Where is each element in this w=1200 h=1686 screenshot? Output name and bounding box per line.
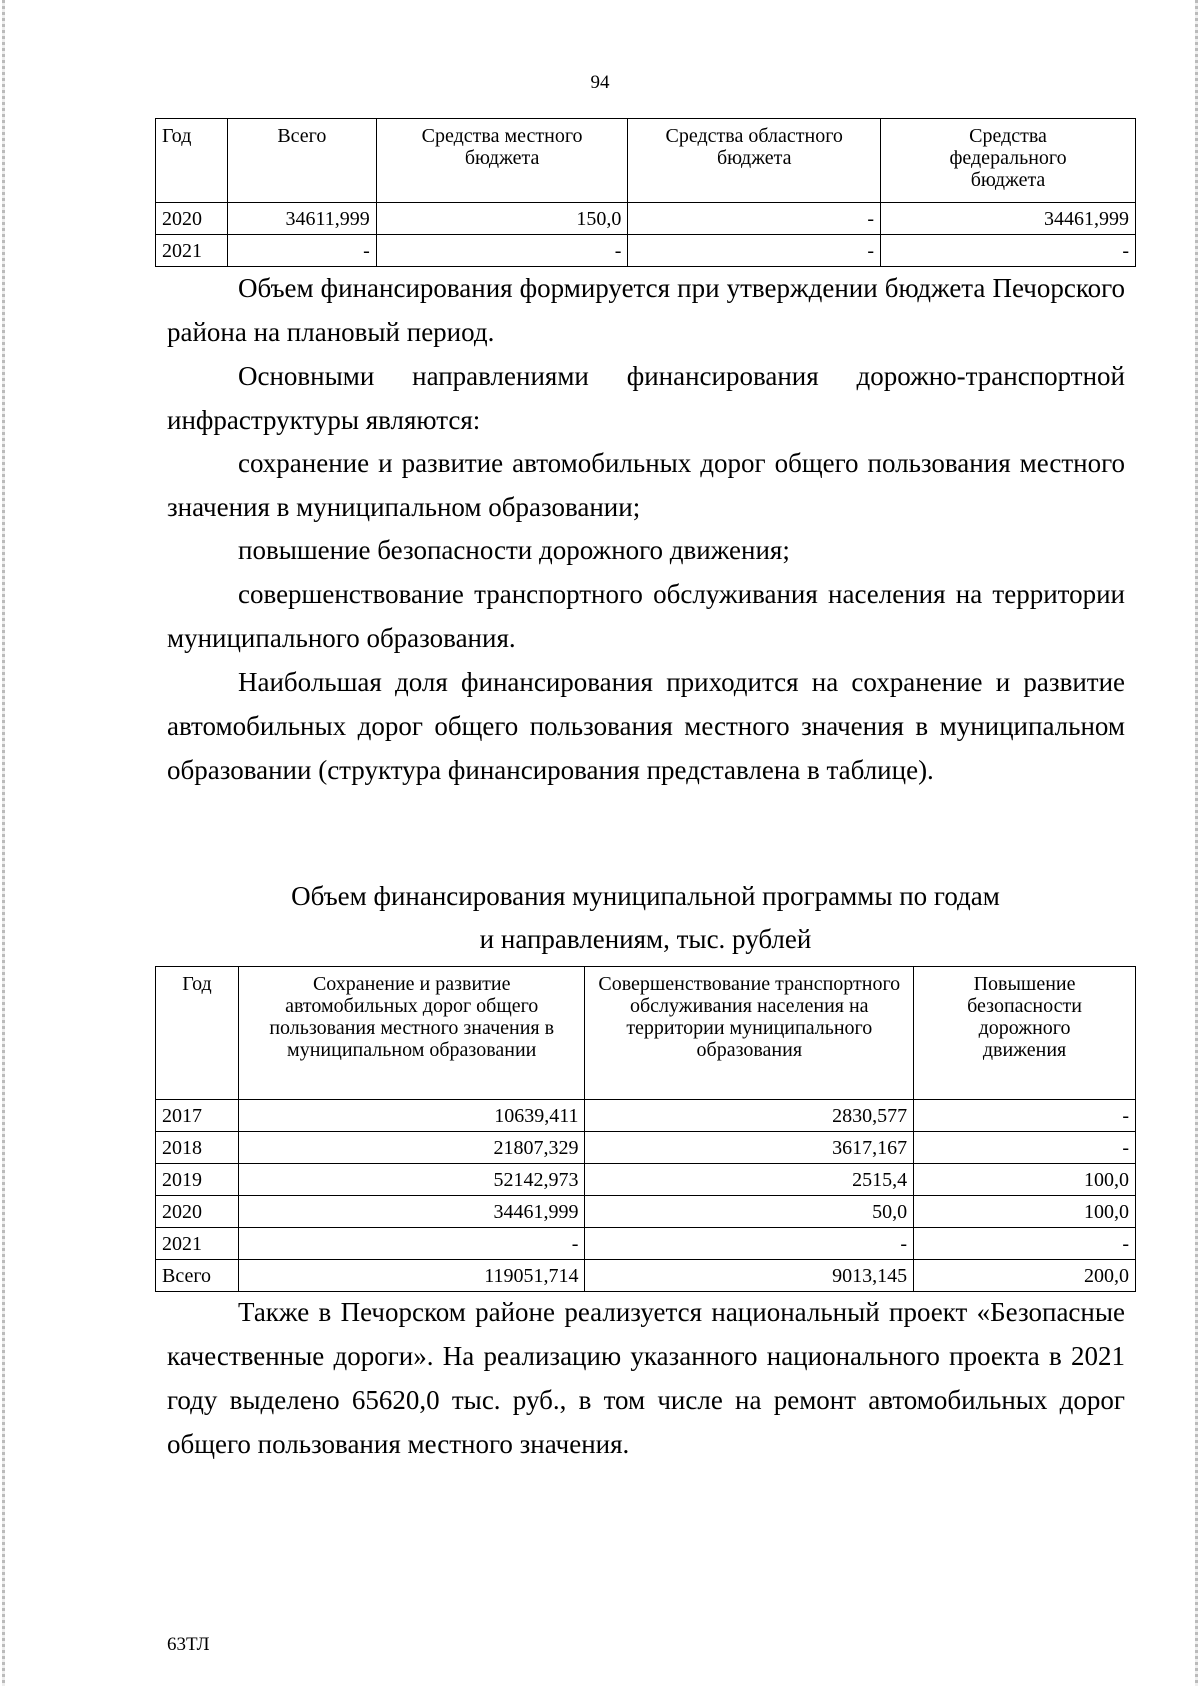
table-row	[156, 1100, 1136, 1132]
header-cell: Сохранение и развитие автомобильных дорог общего пользования местного значения в муниципальном образовании	[238, 967, 585, 1100]
funding-by-direction-table	[155, 966, 1136, 1292]
table-cell: 10639,411	[238, 1100, 585, 1132]
table-row	[156, 1132, 1136, 1164]
header-cell: Совершенствование транспортного обслуживания населения на территории муниципального образования	[585, 967, 914, 1100]
paragraph: сохранение и развитие автомобильных дорог общего пользования местного значения в муниципальном образовании;	[167, 448, 1125, 522]
paragraph: Объем финансирования формируется при утверждении бюджета Печорского района на плановый период.	[167, 273, 1125, 347]
table-cell: -	[238, 1228, 585, 1260]
header-cell: Всего	[227, 119, 376, 203]
year-cell: 2021	[156, 235, 228, 267]
table-cell: 34461,999	[881, 203, 1136, 235]
table-cell: -	[585, 1228, 914, 1260]
header-cell: Год	[156, 967, 239, 1100]
table-cell: 2515,4	[585, 1164, 914, 1196]
year-cell: 2018	[156, 1132, 239, 1164]
scan-edge-left	[2, 0, 5, 1686]
footer-code: 63ТЛ	[167, 1634, 210, 1655]
table-caption-line2: и направлениям, тыс. рублей	[479, 924, 812, 954]
header-cell: Средства областного бюджета	[628, 119, 881, 203]
table-header-row	[156, 967, 1136, 1100]
page-number: 94	[590, 72, 610, 93]
paragraph: повышение безопасности дорожного движения;	[238, 535, 790, 565]
year-cell: 2021	[156, 1228, 239, 1260]
header-cell: Средства федерального бюджета	[881, 119, 1136, 203]
table-cell: -	[914, 1100, 1136, 1132]
header-cell: Средства местного бюджета	[376, 119, 628, 203]
table-row	[156, 235, 1136, 267]
table-cell: 119051,714	[238, 1260, 585, 1292]
paragraph: Основными направлениями финансирования дорожно-транспортной инфраструктуры являются:	[167, 361, 1125, 435]
table-cell: -	[227, 235, 376, 267]
table-row	[156, 1228, 1136, 1260]
funding-sources-table	[155, 118, 1136, 267]
table-cell: 52142,973	[238, 1164, 585, 1196]
table-row	[156, 203, 1136, 235]
year-cell: 2019	[156, 1164, 239, 1196]
table-cell: 150,0	[376, 203, 628, 235]
table-cell: -	[914, 1228, 1136, 1260]
table-cell: 200,0	[914, 1260, 1136, 1292]
table-cell: 50,0	[585, 1196, 914, 1228]
year-cell: 2017	[156, 1100, 239, 1132]
table-cell: 100,0	[914, 1196, 1136, 1228]
year-cell: 2020	[156, 203, 228, 235]
header-cell: Повышение безопасности дорожного движения	[914, 967, 1136, 1100]
table-header-row	[156, 119, 1136, 203]
table-cell: -	[914, 1132, 1136, 1164]
table-cell: 21807,329	[238, 1132, 585, 1164]
paragraph: совершенствование транспортного обслуживания населения на территории муниципального образования.	[167, 579, 1125, 653]
table-row	[156, 1164, 1136, 1196]
table-cell: -	[881, 235, 1136, 267]
table-cell: -	[628, 235, 881, 267]
table-caption-line1: Объем финансирования муниципальной программы по годам	[291, 881, 1000, 911]
table-cell: -	[628, 203, 881, 235]
table-cell: 34461,999	[238, 1196, 585, 1228]
table-cell: -	[376, 235, 628, 267]
total-label-cell: Всего	[156, 1260, 239, 1292]
year-cell: 2020	[156, 1196, 239, 1228]
table-cell: 100,0	[914, 1164, 1136, 1196]
table-cell: 9013,145	[585, 1260, 914, 1292]
scan-edge-right	[1195, 0, 1198, 1686]
header-cell: Год	[156, 119, 228, 203]
table-cell: 3617,167	[585, 1132, 914, 1164]
table-total-row	[156, 1260, 1136, 1292]
table-row	[156, 1196, 1136, 1228]
table-cell: 2830,577	[585, 1100, 914, 1132]
table-cell: 34611,999	[227, 203, 376, 235]
paragraph-national-project: Также в Печорском районе реализуется национальный проект «Безопасные качественные дороги». На реализацию указанного национального проекта в 2021 году выделено 65620,0 тыс. руб., в том числе на ремонт автомобильных дорог общего пользования местного значения.	[167, 1297, 1125, 1459]
paragraph: Наибольшая доля финансирования приходится на сохранение и развитие автомобильных дорог общего пользования местного значения в муниципальном образовании (структура финансирования представлена в таблице).	[167, 667, 1125, 785]
